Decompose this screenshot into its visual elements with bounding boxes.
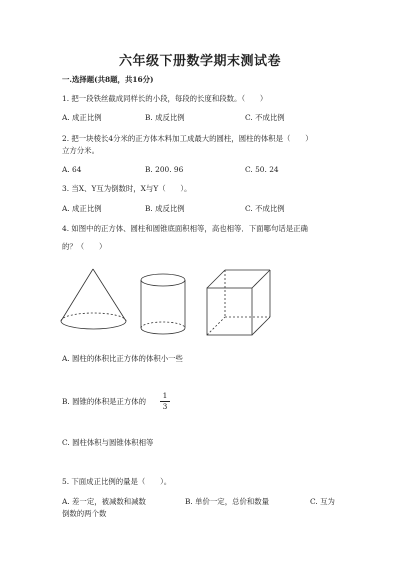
one-third-fraction xyxy=(160,392,170,411)
cylinder-shape xyxy=(141,274,185,334)
cone-shape xyxy=(61,269,126,329)
question-5-option-b: B. 单价一定，总价和数量 xyxy=(185,497,270,506)
question-5-option-c: C. 互为 xyxy=(310,497,335,506)
section-heading: 一.选择题(共8题，共16分) xyxy=(62,75,154,84)
question-4-option-b: B. 圆锥的体积是正方体的 xyxy=(62,397,147,406)
question-3-option-b: B. 成反比例 xyxy=(145,204,185,213)
question-1-option-a: A. 成正比例 xyxy=(62,113,102,122)
solids-figure xyxy=(60,267,275,339)
question-1-stem: 1. 把一段铁丝截成同样长的小段，每段的长度和段数。（ ） xyxy=(62,94,268,103)
question-4-stem-cont: 的？（ ） xyxy=(62,242,107,251)
question-4-option-a: A. 圆柱的体积比正方体的体积小一些 xyxy=(62,354,183,363)
question-2-option-b: B. 200. 96 xyxy=(145,165,184,174)
fraction-numerator: 1 xyxy=(162,391,168,400)
question-1-option-c: C. 不成比例 xyxy=(245,113,285,122)
fraction-denominator: 3 xyxy=(162,402,168,411)
page-title: 六年级下册数学期末测试卷 xyxy=(118,54,281,69)
question-5-stem: 5. 下面成正比例的量是（ ）。 xyxy=(62,477,172,486)
question-2-stem-cont: 立方分米。 xyxy=(62,146,99,155)
question-4-option-c: C. 圆柱体积与圆锥体积相等 xyxy=(62,438,154,447)
question-2-option-c: C. 50. 24 xyxy=(245,165,279,174)
question-5-option-a: A. 差一定，被减数和减数 xyxy=(62,497,146,506)
cube-shape xyxy=(207,270,270,335)
question-3-stem: 3. 当X、Y互为倒数时，X与Y（ ）。 xyxy=(62,184,192,193)
question-4-stem: 4. 如图中的正方体、圆柱和圆锥底面积相等，高也相等．下面哪句话是正确 xyxy=(62,224,308,233)
question-3-option-c: C. 不成比例 xyxy=(245,204,285,213)
question-5-option-c-cont: 倒数的两个数 xyxy=(62,509,107,518)
question-3-option-a: A. 成正比例 xyxy=(62,204,102,213)
question-1-option-b: B. 成反比例 xyxy=(145,113,185,122)
question-2-option-a: A. 64 xyxy=(62,165,82,174)
question-2-stem: 2. 把一块棱长4分米的正方体木料加工成最大的圆柱，圆柱的体积是（ ） xyxy=(62,134,313,143)
